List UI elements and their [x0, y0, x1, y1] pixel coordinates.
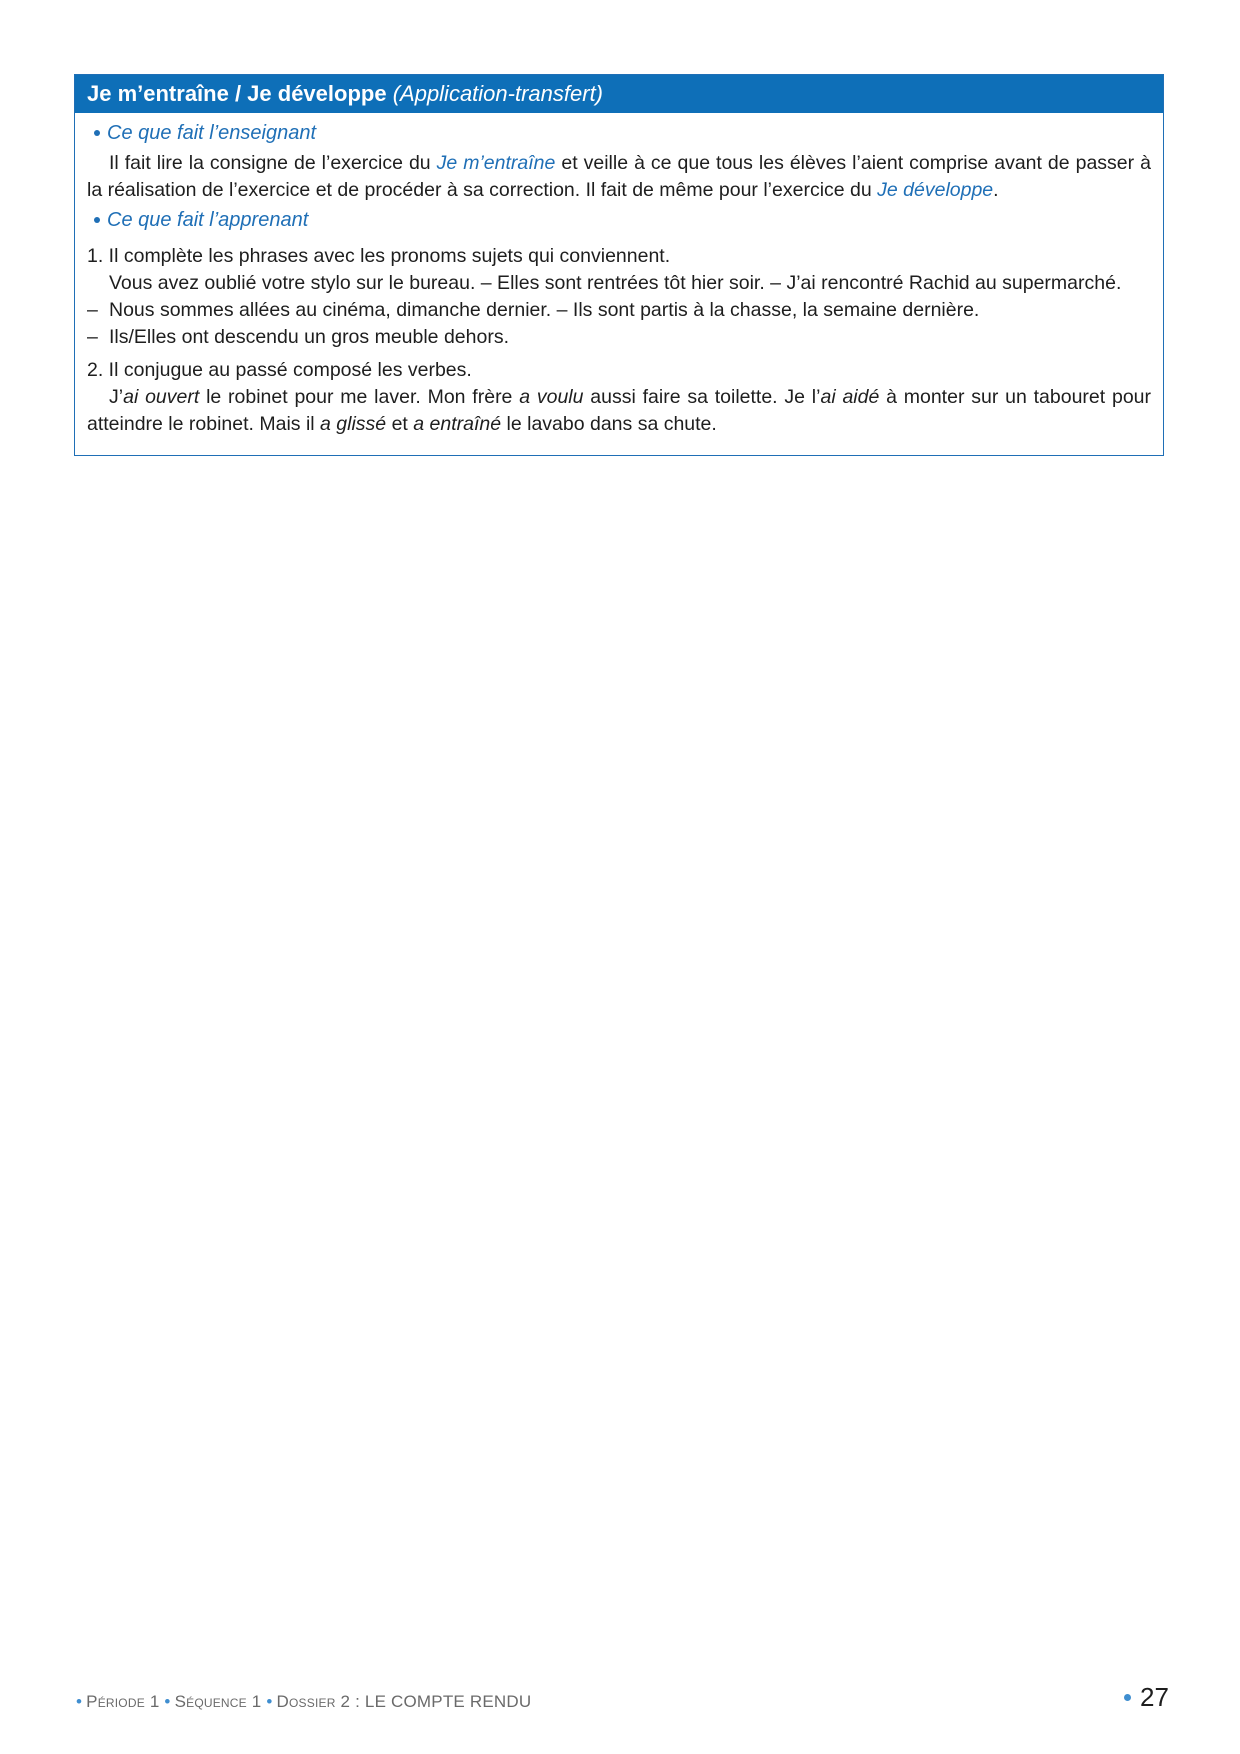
exercise-1-answer-line-2-text: Nous sommes allées au cinéma, dimanche dernier. – Ils sont partis à la chasse, la semaine dernière.: [109, 299, 980, 321]
dash-marker: –: [87, 299, 98, 321]
exercise-1-answer-line-2: [87, 297, 1151, 324]
teacher-text-3: .: [993, 179, 999, 201]
teacher-paragraph: [87, 150, 1151, 204]
box-title-subtitle: (Application-transfert): [392, 81, 604, 106]
teacher-text-2: et veille à ce que tous les élèves l’aient comprise avant de passer à la réalisation de l’exercice et de procéder à sa correction. Il fait de même pour l’exercice du: [87, 152, 1151, 201]
verb-ai-aide: ai aidé: [820, 386, 880, 408]
answer-text: le lavabo dans sa chute.: [501, 413, 717, 435]
exercise-1-answer-line-1: Vous avez oublié votre stylo sur le bureau. – Elles sont rentrées tôt hier soir. – J’ai rencontré Rachid au supermarché.: [109, 272, 1122, 294]
verb-a-glisse: a glissé: [320, 413, 387, 435]
box-header: [75, 75, 1163, 113]
page-number: [1124, 1682, 1169, 1713]
answer-text: J’: [109, 386, 124, 408]
footer-bullet: •: [164, 1692, 171, 1711]
page-footer: [76, 1692, 531, 1712]
footer-bullet: •: [76, 1692, 83, 1711]
exercise-2-instruction: 2. Il conjugue au passé composé les verbes.: [87, 359, 472, 381]
dash-marker: –: [87, 326, 98, 348]
bullet-icon: [94, 217, 100, 223]
ref-je-mentraine: Je m’entraîne: [436, 152, 556, 174]
exercise-box: [74, 74, 1164, 456]
verb-ai-ouvert: ai ouvert: [123, 386, 200, 408]
verb-a-entraine: a entraîné: [413, 413, 502, 435]
footer-sequence: Séquence 1: [174, 1692, 262, 1711]
exercise-1-answer-line-3: [87, 324, 1151, 351]
exercise-1-instruction: 1. Il complète les phrases avec les pronoms sujets qui conviennent.: [87, 245, 671, 267]
answer-text: à monter sur un tabouret pour atteindre le robinet. Mais il: [87, 386, 1151, 435]
answer-text: aussi faire sa toilette. Je l’: [583, 386, 821, 408]
exercise-1-answer-line-3-text: Ils/Elles ont descendu un gros meuble dehors.: [109, 326, 509, 348]
footer-dossier: Dossier 2 : LE COMPTE RENDU: [276, 1692, 532, 1711]
exercise-2-answer: [87, 384, 1151, 438]
answer-text: et: [386, 413, 414, 435]
teacher-text-1: Il fait lire la consigne de l’exercice du: [109, 152, 437, 174]
teacher-heading: [87, 120, 1151, 147]
footer-periode: Période 1: [86, 1692, 160, 1711]
bullet-icon: [94, 130, 100, 136]
answer-text: le robinet pour me laver. Mon frère: [199, 386, 520, 408]
page-number-value: 27: [1140, 1682, 1169, 1712]
box-title: Je m’entraîne / Je développe: [87, 81, 387, 106]
verb-a-voulu: a voulu: [519, 386, 584, 408]
ref-je-developpe: Je développe: [877, 179, 994, 201]
footer-bullet: •: [266, 1692, 273, 1711]
box-body: [75, 113, 1163, 438]
page-number-bullet-icon: [1124, 1694, 1131, 1701]
teacher-heading-label: Ce que fait l’enseignant: [107, 122, 317, 144]
learner-heading-label: Ce que fait l’apprenant: [107, 209, 309, 231]
learner-heading: [87, 207, 1151, 234]
